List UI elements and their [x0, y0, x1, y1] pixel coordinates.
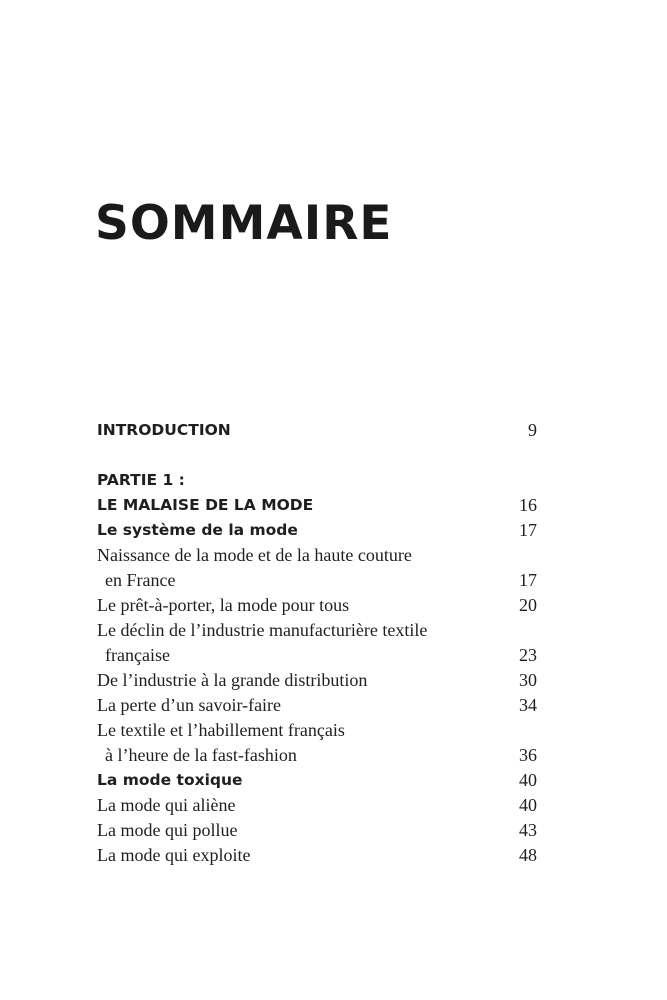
toc-page-number: 16: [519, 495, 537, 515]
toc-page-number: 48: [519, 845, 537, 865]
toc-entry-section: [97, 843, 537, 868]
toc-entry-section-continuation: [97, 568, 537, 593]
toc-label: Naissance de la mode et de la haute couture: [97, 545, 412, 565]
toc-entry-part-title: [97, 493, 537, 518]
toc-label: INTRODUCTION: [97, 421, 231, 439]
toc-entry-section: [97, 593, 537, 618]
toc-label: en France: [105, 570, 176, 590]
toc-label: La mode qui exploite: [97, 845, 251, 865]
toc-page-number: 17: [519, 570, 537, 590]
toc-label: Le textile et l’habillement français: [97, 720, 345, 740]
toc-label: française: [105, 645, 170, 665]
toc-label: LE MALAISE DE LA MODE: [97, 496, 314, 514]
toc-page-number: 34: [519, 695, 537, 715]
toc-label: La mode qui pollue: [97, 820, 238, 840]
toc-page-number: 30: [519, 670, 537, 690]
toc-page-number: 40: [519, 770, 537, 790]
toc-page-number: 43: [519, 820, 537, 840]
toc-label: Le déclin de l’industrie manufacturière textile: [97, 620, 428, 640]
toc-entry-section-continuation: [97, 643, 537, 668]
toc-entry-section: [97, 618, 537, 643]
toc-page-number: 20: [519, 595, 537, 615]
toc-entry-section: [97, 793, 537, 818]
toc-entry-chapter: [97, 768, 537, 793]
toc-page-number: 23: [519, 645, 537, 665]
toc-entry-section: [97, 718, 537, 743]
toc-entry-part-heading: [97, 468, 537, 493]
page-title: SOMMAIRE: [95, 196, 393, 251]
toc-entry-section: [97, 668, 537, 693]
toc-page-number: 40: [519, 795, 537, 815]
toc-entry-introduction: [97, 418, 537, 443]
toc-label: Le système de la mode: [97, 521, 298, 539]
toc-label: La mode qui aliène: [97, 795, 236, 815]
toc-label: La mode toxique: [97, 771, 243, 789]
toc-page-number: 9: [528, 420, 537, 440]
toc-entry-section-continuation: [97, 743, 537, 768]
toc-label: à l’heure de la fast-fashion: [105, 745, 297, 765]
toc-label: Le prêt-à-porter, la mode pour tous: [97, 595, 350, 615]
toc-label: PARTIE 1 :: [97, 471, 185, 489]
toc-page-number: 17: [519, 520, 537, 540]
toc-entry-chapter: [97, 518, 537, 543]
toc-label: De l’industrie à la grande distribution: [97, 670, 368, 690]
toc-entry-section: [97, 693, 537, 718]
toc-entry-section: [97, 818, 537, 843]
toc-entry-section: [97, 543, 537, 568]
toc-label: La perte d’un savoir-faire: [97, 695, 282, 715]
toc-page-number: 36: [519, 745, 537, 765]
